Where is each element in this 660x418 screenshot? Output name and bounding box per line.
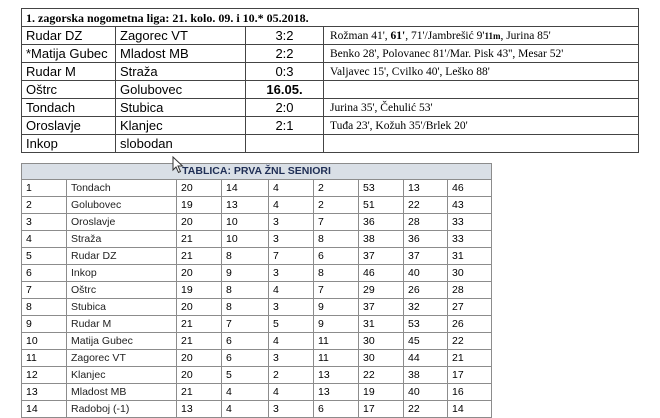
goals-for: 51 bbox=[359, 197, 404, 214]
points: 16 bbox=[448, 384, 492, 401]
standings-row bbox=[22, 248, 492, 265]
points: 21 bbox=[448, 350, 492, 367]
played: 20 bbox=[177, 265, 222, 282]
standings-row bbox=[22, 316, 492, 333]
losses: 8 bbox=[314, 231, 359, 248]
wins: 5 bbox=[222, 367, 269, 384]
away-team: Klanjec bbox=[116, 117, 246, 135]
scorers-part: , 71'/Jambrešić 9' bbox=[405, 29, 485, 42]
home-team: Rudar DZ bbox=[22, 27, 116, 45]
goals-against: 40 bbox=[404, 265, 448, 282]
match-result: 3:2 bbox=[246, 27, 324, 45]
match-row bbox=[22, 117, 639, 135]
mouse-pointer-icon bbox=[172, 156, 184, 174]
wins: 4 bbox=[222, 401, 269, 418]
position: 14 bbox=[22, 401, 67, 418]
wins: 4 bbox=[222, 384, 269, 401]
goals-for: 30 bbox=[359, 333, 404, 350]
team-name: Radoboj (-1) bbox=[67, 401, 177, 418]
goals-for: 30 bbox=[359, 350, 404, 367]
standings-row bbox=[22, 384, 492, 401]
wins: 8 bbox=[222, 299, 269, 316]
goals-against: 22 bbox=[404, 197, 448, 214]
standings-row bbox=[22, 180, 492, 197]
goals-for: 17 bbox=[359, 401, 404, 418]
home-team: *Matija Gubec bbox=[22, 45, 116, 63]
away-team: Mladost MB bbox=[116, 45, 246, 63]
goals-against: 22 bbox=[404, 401, 448, 418]
position: 8 bbox=[22, 299, 67, 316]
draws: 4 bbox=[269, 180, 314, 197]
points: 17 bbox=[448, 367, 492, 384]
standings-table bbox=[21, 163, 492, 418]
home-team: Inkop bbox=[22, 135, 116, 153]
points: 33 bbox=[448, 231, 492, 248]
standings-header-row bbox=[22, 164, 492, 180]
home-team: Oroslavje bbox=[22, 117, 116, 135]
points: 33 bbox=[448, 214, 492, 231]
draws: 4 bbox=[269, 333, 314, 350]
position: 11 bbox=[22, 350, 67, 367]
goals-for: 36 bbox=[359, 214, 404, 231]
away-team: slobodan bbox=[116, 135, 246, 153]
draws: 4 bbox=[269, 282, 314, 299]
wins: 10 bbox=[222, 231, 269, 248]
played: 20 bbox=[177, 350, 222, 367]
standings-row bbox=[22, 350, 492, 367]
standings-row bbox=[22, 265, 492, 282]
match-result: 2:2 bbox=[246, 45, 324, 63]
match-result: 2:0 bbox=[246, 99, 324, 117]
points: 14 bbox=[448, 401, 492, 418]
goals-against: 40 bbox=[404, 384, 448, 401]
losses: 6 bbox=[314, 248, 359, 265]
played: 13 bbox=[177, 401, 222, 418]
position: 6 bbox=[22, 265, 67, 282]
match-row bbox=[22, 135, 639, 153]
position: 10 bbox=[22, 333, 67, 350]
points: 27 bbox=[448, 299, 492, 316]
away-team: Stubica bbox=[116, 99, 246, 117]
goals-against: 53 bbox=[404, 316, 448, 333]
position: 3 bbox=[22, 214, 67, 231]
played: 20 bbox=[177, 180, 222, 197]
match-row bbox=[22, 81, 639, 99]
points: 22 bbox=[448, 333, 492, 350]
played: 21 bbox=[177, 248, 222, 265]
goals-for: 37 bbox=[359, 299, 404, 316]
home-team: Tondach bbox=[22, 99, 116, 117]
losses: 13 bbox=[314, 384, 359, 401]
match-result bbox=[246, 135, 324, 153]
team-name: Zagorec VT bbox=[67, 350, 177, 367]
points: 31 bbox=[448, 248, 492, 265]
position: 5 bbox=[22, 248, 67, 265]
losses: 9 bbox=[314, 316, 359, 333]
goals-for: 19 bbox=[359, 384, 404, 401]
draws: 4 bbox=[269, 384, 314, 401]
standings-row bbox=[22, 231, 492, 248]
goals-against: 38 bbox=[404, 367, 448, 384]
scorers: Valjavec 15', Cvilko 40', Leško 88' bbox=[324, 63, 639, 81]
team-name: Oroslavje bbox=[67, 214, 177, 231]
wins: 6 bbox=[222, 333, 269, 350]
scorers-part: , Jurina 85' bbox=[500, 29, 551, 42]
draws: 3 bbox=[269, 350, 314, 367]
points: 26 bbox=[448, 316, 492, 333]
losses: 6 bbox=[314, 401, 359, 418]
scorers-part: Rožman 41', bbox=[330, 29, 391, 42]
goals-for: 29 bbox=[359, 282, 404, 299]
played: 21 bbox=[177, 333, 222, 350]
losses: 7 bbox=[314, 214, 359, 231]
scorers: Tuđa 23', Kožuh 35'/Brlek 20' bbox=[324, 117, 639, 135]
played: 21 bbox=[177, 231, 222, 248]
scorers-part: 61' bbox=[390, 29, 406, 42]
position: 12 bbox=[22, 367, 67, 384]
position: 4 bbox=[22, 231, 67, 248]
draws: 4 bbox=[269, 197, 314, 214]
played: 19 bbox=[177, 197, 222, 214]
match-result: 16.05. bbox=[246, 81, 324, 99]
losses: 13 bbox=[314, 367, 359, 384]
goals-for: 53 bbox=[359, 180, 404, 197]
goals-against: 32 bbox=[404, 299, 448, 316]
wins: 7 bbox=[222, 316, 269, 333]
losses: 8 bbox=[314, 265, 359, 282]
match-row bbox=[22, 99, 639, 117]
position: 13 bbox=[22, 384, 67, 401]
standings-row bbox=[22, 197, 492, 214]
wins: 14 bbox=[222, 180, 269, 197]
wins: 6 bbox=[222, 350, 269, 367]
position: 2 bbox=[22, 197, 67, 214]
standings-title: TABLICA: PRVA ŽNL SENIORI bbox=[22, 164, 492, 180]
team-name: Straža bbox=[67, 231, 177, 248]
played: 20 bbox=[177, 299, 222, 316]
goals-against: 28 bbox=[404, 214, 448, 231]
team-name: Stubica bbox=[67, 299, 177, 316]
losses: 11 bbox=[314, 333, 359, 350]
away-team: Straža bbox=[116, 63, 246, 81]
goals-for: 37 bbox=[359, 248, 404, 265]
losses: 9 bbox=[314, 299, 359, 316]
team-name: Golubovec bbox=[67, 197, 177, 214]
points: 43 bbox=[448, 197, 492, 214]
draws: 3 bbox=[269, 231, 314, 248]
goals-for: 38 bbox=[359, 231, 404, 248]
wins: 10 bbox=[222, 214, 269, 231]
points: 46 bbox=[448, 180, 492, 197]
team-name: Oštrc bbox=[67, 282, 177, 299]
home-team: Oštrc bbox=[22, 81, 116, 99]
results-title-row bbox=[22, 9, 639, 27]
goals-against: 45 bbox=[404, 333, 448, 350]
goals-against: 37 bbox=[404, 248, 448, 265]
losses: 11 bbox=[314, 350, 359, 367]
away-team: Golubovec bbox=[116, 81, 246, 99]
standings-row bbox=[22, 214, 492, 231]
played: 21 bbox=[177, 384, 222, 401]
wins: 8 bbox=[222, 248, 269, 265]
points: 30 bbox=[448, 265, 492, 282]
match-row bbox=[22, 63, 639, 81]
played: 21 bbox=[177, 316, 222, 333]
scorers bbox=[324, 27, 639, 45]
match-row bbox=[22, 27, 639, 45]
goals-for: 46 bbox=[359, 265, 404, 282]
losses: 7 bbox=[314, 282, 359, 299]
losses: 2 bbox=[314, 180, 359, 197]
scorers: Benko 28', Polovanec 81'/Mar. Pisk 43'', Mesar 52' bbox=[324, 45, 639, 63]
standings-row bbox=[22, 401, 492, 418]
match-row bbox=[22, 45, 639, 63]
played: 19 bbox=[177, 282, 222, 299]
played: 20 bbox=[177, 367, 222, 384]
standings-row bbox=[22, 282, 492, 299]
position: 1 bbox=[22, 180, 67, 197]
wins: 13 bbox=[222, 197, 269, 214]
standings-row bbox=[22, 333, 492, 350]
results-title: 1. zagorska nogometna liga: 21. kolo. 09. i 10.* 05.2018. bbox=[22, 9, 639, 27]
team-name: Rudar M bbox=[67, 316, 177, 333]
scorers-part: 11m bbox=[484, 30, 501, 41]
goals-for: 22 bbox=[359, 367, 404, 384]
match-result: 0:3 bbox=[246, 63, 324, 81]
draws: 3 bbox=[269, 265, 314, 282]
results-table bbox=[21, 8, 639, 153]
draws: 3 bbox=[269, 214, 314, 231]
scorers bbox=[324, 135, 639, 153]
team-name: Klanjec bbox=[67, 367, 177, 384]
home-team: Rudar M bbox=[22, 63, 116, 81]
standings-row bbox=[22, 299, 492, 316]
draws: 3 bbox=[269, 401, 314, 418]
team-name: Matija Gubec bbox=[67, 333, 177, 350]
team-name: Tondach bbox=[67, 180, 177, 197]
goals-against: 44 bbox=[404, 350, 448, 367]
goals-for: 31 bbox=[359, 316, 404, 333]
team-name: Mladost MB bbox=[67, 384, 177, 401]
team-name: Inkop bbox=[67, 265, 177, 282]
points: 28 bbox=[448, 282, 492, 299]
draws: 3 bbox=[269, 299, 314, 316]
team-name: Rudar DZ bbox=[67, 248, 177, 265]
position: 7 bbox=[22, 282, 67, 299]
losses: 2 bbox=[314, 197, 359, 214]
scorers bbox=[324, 81, 639, 99]
standings-row bbox=[22, 367, 492, 384]
match-result: 2:1 bbox=[246, 117, 324, 135]
played: 20 bbox=[177, 214, 222, 231]
away-team: Zagorec VT bbox=[116, 27, 246, 45]
draws: 2 bbox=[269, 367, 314, 384]
position: 9 bbox=[22, 316, 67, 333]
goals-against: 26 bbox=[404, 282, 448, 299]
goals-against: 36 bbox=[404, 231, 448, 248]
draws: 7 bbox=[269, 248, 314, 265]
draws: 5 bbox=[269, 316, 314, 333]
wins: 9 bbox=[222, 265, 269, 282]
goals-against: 13 bbox=[404, 180, 448, 197]
wins: 8 bbox=[222, 282, 269, 299]
scorers: Jurina 35', Čehulić 53' bbox=[324, 99, 639, 117]
